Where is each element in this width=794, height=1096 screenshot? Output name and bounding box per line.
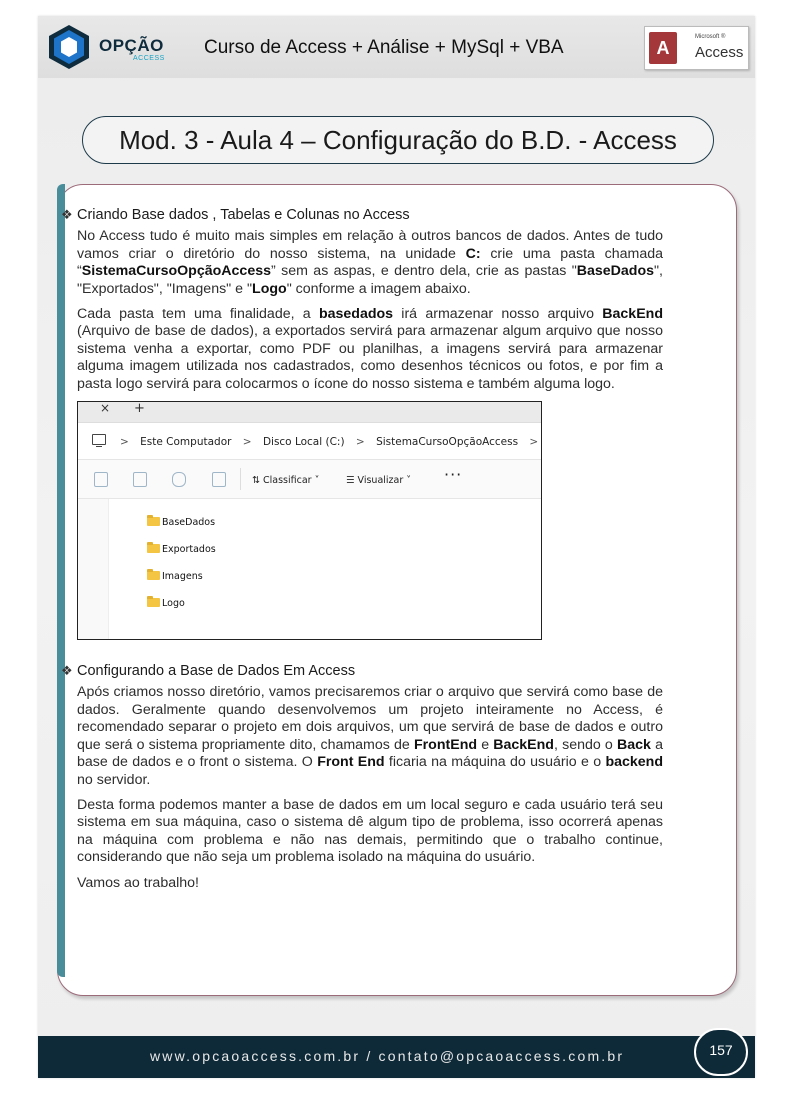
folder-icon: [147, 598, 160, 607]
bold-basedados: basedados: [318, 306, 394, 323]
text-span: a base de dados e o front o sistema. O: [77, 736, 663, 771]
new-tab-icon[interactable]: +: [134, 401, 145, 417]
explorer-tab-bar: [78, 402, 541, 423]
text-span: e: [477, 736, 494, 753]
folder-item[interactable]: [147, 568, 203, 585]
computer-icon: [92, 434, 106, 445]
text-span: crie uma pasta chamada “: [77, 245, 663, 280]
bold-backend: BackEnd: [493, 736, 554, 753]
text-span: ", "Exportados", "Imagens" e ": [77, 263, 663, 297]
text-span: ficaria na máquina do usuário e o: [384, 754, 606, 771]
breadcrumb-item-folder[interactable]: SistemaCursoOpçãoAccess: [376, 436, 519, 449]
section2-heading-text: Configurando a Base de Dados Em Access: [77, 663, 356, 680]
section1-paragraph2: [77, 306, 663, 393]
logo-subtext: ACCESS: [133, 55, 165, 62]
folder-icon: [147, 517, 160, 526]
close-tab-icon[interactable]: ×: [100, 401, 111, 416]
access-logo: [644, 26, 749, 70]
navigation-pane: [78, 499, 109, 639]
sort-label: Classificar: [262, 475, 312, 487]
bold-back: Back: [616, 736, 651, 753]
text-span: " conforme a imagem abaixo.: [286, 280, 471, 297]
section2-paragraph2: Desta forma podemos manter a base de dados em um local seguro e cada usuário terá seu sistema em sua máquina, caso o sistema dê algum tipo de problema, isso ocorrerá apenas na máquina com problema e não nas demais, permitindo que o trabalho continue, considerando que não seja um problema isolado na máquina do usuário.: [77, 796, 663, 866]
folder-label: Logo: [162, 598, 185, 610]
section2-paragraph3: Vamos ao trabalho!: [77, 874, 199, 891]
footer-contact: www.opcaoaccess.com.br / contato@opcaoaccess.com.br: [150, 1048, 625, 1064]
text-span: (Arquivo de base de dados), a exportados servirá para armazenar algum arquivo que nosso sistema venha a exportar, como PDF ou planilhas, a imagens servirá para armazenar alguma imagem utilizada nos cadastrados, como desenhos técnicos ou fotos, e por fim a pasta logo servirá para colocarmos o ícone do nosso sistema e também alguma logo.: [77, 323, 663, 392]
access-logo-word: Access: [695, 44, 744, 61]
breadcrumb-separator: >: [242, 436, 252, 449]
logo-text: OPÇÃO: [99, 36, 164, 55]
bold-basedados: BaseDados: [576, 263, 655, 280]
section1-paragraph1: [77, 228, 663, 298]
folder-icon: [147, 544, 160, 553]
bold-drive: C:: [465, 245, 481, 262]
breadcrumb-separator: >: [120, 436, 129, 449]
text-span: Cada pasta tem uma finalidade, a: [77, 306, 319, 323]
bullet-diamond-icon: ❖: [61, 207, 73, 222]
access-icon: A: [649, 32, 677, 64]
course-title: Curso de Access + Análise + MySql + VBA: [204, 37, 564, 58]
bold-backend-lower: backend: [605, 754, 663, 771]
section1-heading-text: Criando Base dados , Tabelas e Colunas no Access: [77, 207, 410, 223]
file-list: [109, 499, 541, 639]
paste-icon[interactable]: [133, 472, 147, 487]
folder-icon: [147, 571, 160, 580]
bullet-diamond-icon: ❖: [61, 663, 73, 679]
breadcrumb-separator: >: [529, 436, 539, 449]
breadcrumb-item-computer[interactable]: Este Computador: [140, 436, 232, 449]
bold-logo: Logo: [252, 280, 287, 297]
access-logo-small-text: Microsoft ®: [695, 34, 726, 40]
folder-label: Imagens: [162, 571, 203, 583]
file-explorer-screenshot: [77, 401, 542, 640]
bold-front-end: Front End: [317, 754, 385, 771]
text-span: Após criamos nosso diretório, vamos precisaremos criar o arquivo que servirá como base de dados. Geralmente quando desenvolvemos um projeto inteiramente no Access, é recomendado separar o projeto em dois arquivos, um que servirá de base de dados e outro que será o sistema propriamente dito, chamamos de: [77, 684, 663, 753]
text-span: irá armazenar nosso arquivo: [393, 306, 603, 323]
folder-label: Exportados: [162, 544, 216, 556]
view-label: Visualizar: [357, 475, 404, 487]
breadcrumb: [120, 434, 542, 451]
explorer-toolbar: [78, 460, 541, 499]
share-icon[interactable]: [172, 472, 186, 487]
section2-paragraph1: [77, 684, 663, 788]
main-content: [61, 206, 705, 900]
explorer-address-bar: [78, 423, 541, 460]
text-span: no servidor.: [77, 771, 151, 788]
text-span: ” sem as aspas, e dentro dela, crie as pastas ": [271, 263, 577, 280]
hexagon-logo-icon: [47, 24, 91, 70]
breadcrumb-item-disk[interactable]: Disco Local (C:): [262, 436, 345, 449]
more-options-icon[interactable]: ···: [444, 465, 463, 485]
lesson-title: Mod. 3 - Aula 4 – Configuração do B.D. - Access: [82, 116, 714, 164]
text-span: No Access tudo é muito mais simples em relação à outros bancos de dados. Antes de tudo vamos criar o diretório do nosso sistema, na unidade: [77, 228, 663, 262]
bold-frontend: FrontEnd: [413, 736, 478, 753]
opcao-access-logo: [47, 24, 177, 72]
toolbar-divider: [240, 468, 241, 490]
sort-button[interactable]: ⇅ Classificar ˅: [252, 475, 320, 487]
folder-item[interactable]: [147, 514, 215, 531]
bold-folder-name: SistemaCursoOpçãoAccess: [81, 263, 271, 280]
header: [38, 16, 755, 78]
text-span: , sendo o: [553, 736, 617, 753]
copy-icon[interactable]: [94, 472, 108, 487]
page-number: 157: [694, 1028, 748, 1076]
folder-item[interactable]: [147, 595, 185, 612]
bold-backend: BackEnd: [602, 306, 663, 323]
delete-icon[interactable]: [212, 472, 226, 487]
view-button[interactable]: ☰ Visualizar ˅: [346, 475, 412, 487]
section2-heading: [61, 662, 705, 680]
folder-label: BaseDados: [162, 517, 216, 529]
breadcrumb-separator: >: [355, 436, 365, 449]
folder-item[interactable]: [147, 541, 216, 558]
footer: [38, 1036, 755, 1078]
section1-heading: [61, 206, 705, 224]
